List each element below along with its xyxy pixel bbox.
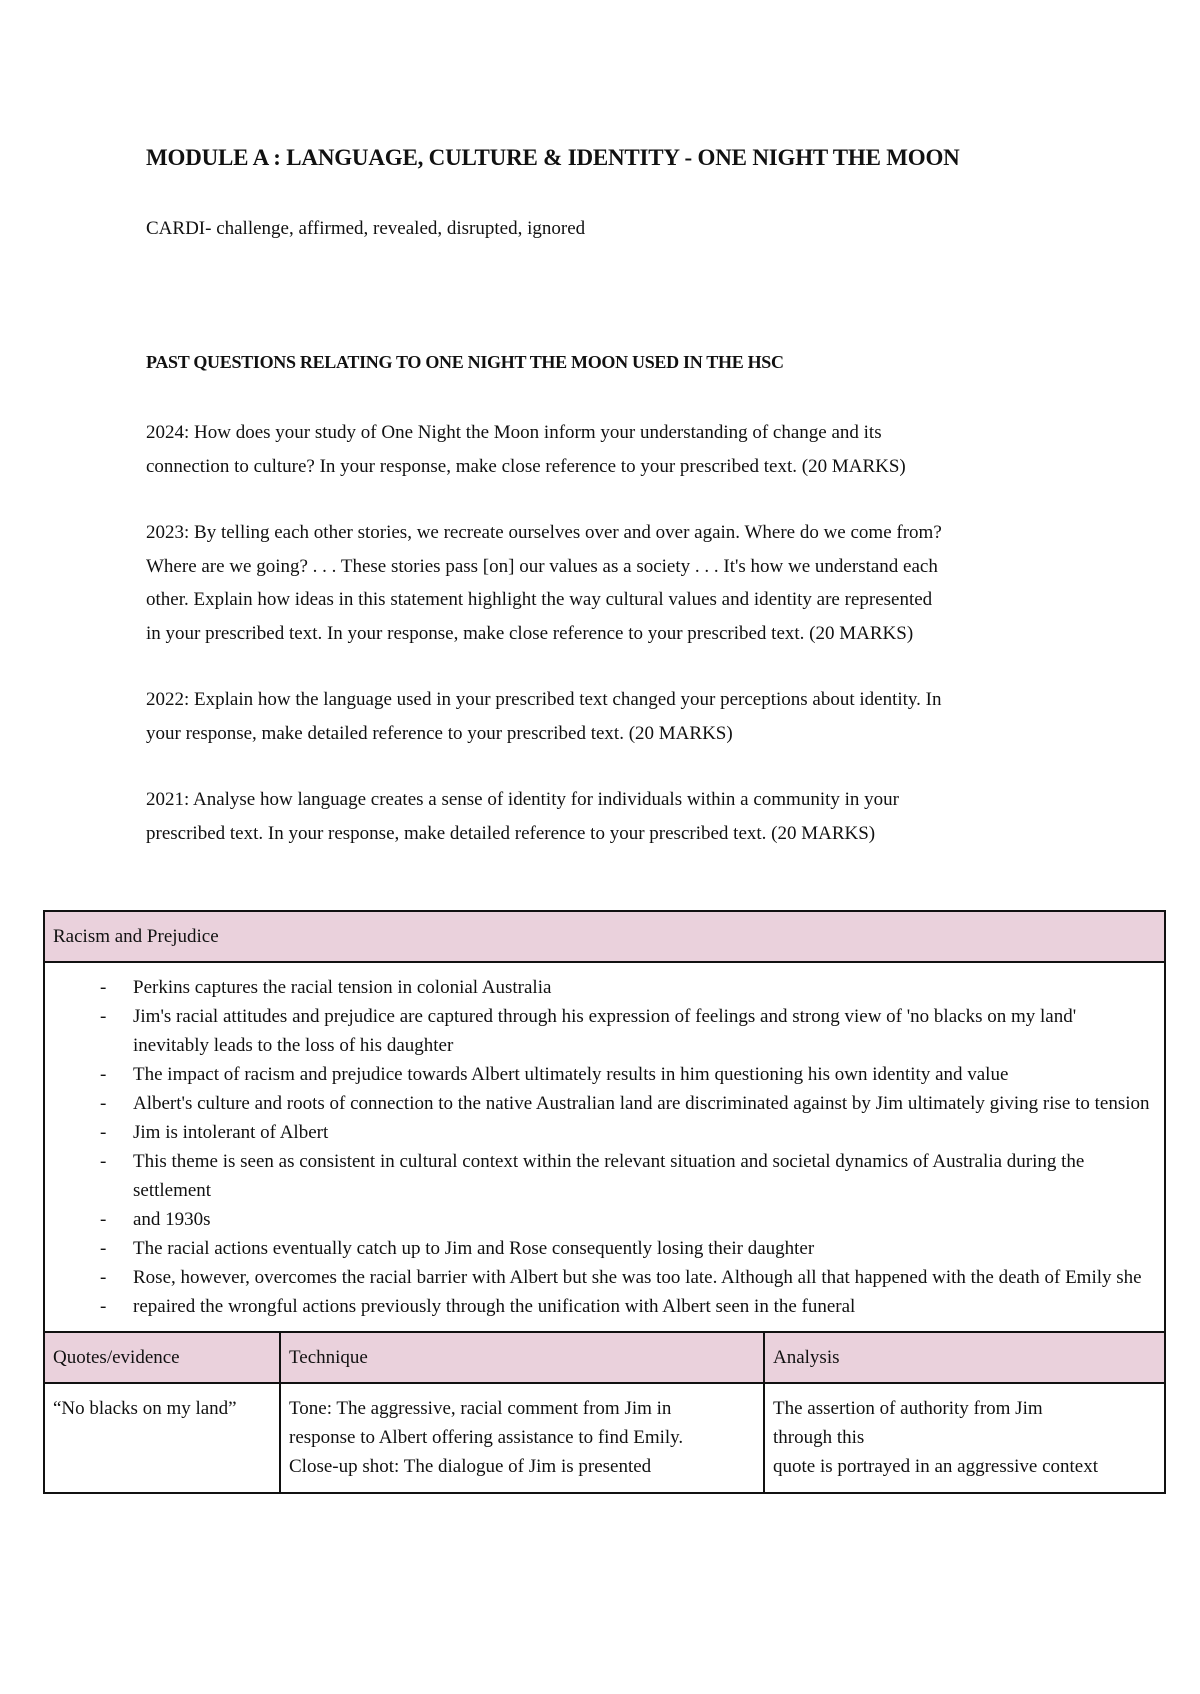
list-item: - Perkins captures the racial tension in colonial Australia xyxy=(53,973,1156,1002)
column-header-analysis: Analysis xyxy=(764,1332,1165,1383)
question-line: Where are we going? . . . These stories pass [on] our values as a society . . . It's how we understand each xyxy=(146,555,938,577)
theme-notes-table xyxy=(43,910,1166,1494)
question-line: prescribed text. In your response, make detailed reference to your prescribed text. (20 MARKS) xyxy=(146,822,876,844)
question-line: connection to culture? In your response, make close reference to your prescribed text. (20 MARKS) xyxy=(146,455,906,477)
theme-bullets-cell xyxy=(44,962,1165,1332)
question-line: 2021: Analyse how language creates a sense of identity for individuals within a community in your xyxy=(146,789,899,810)
past-questions-heading: PAST QUESTIONS RELATING TO ONE NIGHT THE MOON USED IN THE HSC xyxy=(146,352,784,372)
analysis-line: quote is portrayed in an aggressive context xyxy=(773,1456,1099,1477)
theme-bullets-row xyxy=(44,962,1165,1332)
question-line: 2024: How does your study of One Night the Moon inform your understanding of change and its xyxy=(146,422,882,443)
question-line: in your prescribed text. In your response, make close reference to your prescribed text. (20 MARKS) xyxy=(146,622,914,644)
analysis-line: The assertion of authority from Jim xyxy=(773,1398,1043,1419)
cardi-definition: CARDI- challenge, affirmed, revealed, disrupted, ignored xyxy=(146,218,586,239)
table-row xyxy=(44,1383,1165,1493)
question-line: other. Explain how ideas in this statement highlight the way cultural values and identity are represented xyxy=(146,589,933,610)
list-item: - Jim's racial attitudes and prejudice are captured through his expression of feelings and strong view of 'no blacks on my land' inevitably leads to the loss of his daughter xyxy=(53,1002,1156,1060)
question-2022 xyxy=(146,683,1076,750)
question-2024 xyxy=(146,416,1076,483)
list-item: - The racial actions eventually catch up to Jim and Rose consequently losing their daughter xyxy=(53,1234,1156,1263)
question-line: 2022: Explain how the language used in your prescribed text changed your perceptions about identity. In xyxy=(146,689,942,710)
list-item: - The impact of racism and prejudice towards Albert ultimately results in him questioning his own identity and value xyxy=(53,1060,1156,1089)
question-2021 xyxy=(146,783,1076,850)
technique-line: Tone: The aggressive, racial comment from Jim in xyxy=(289,1398,672,1419)
list-item: - Rose, however, overcomes the racial barrier with Albert but she was too late. Although all that happened with the death of Emily she xyxy=(53,1263,1156,1292)
column-header-quotes: Quotes/evidence xyxy=(44,1332,280,1383)
theme-bullet-list xyxy=(53,973,1156,1321)
list-item: - and 1930s xyxy=(53,1205,1156,1234)
theme-heading: Racism and Prejudice xyxy=(44,911,1165,962)
question-line: 2023: By telling each other stories, we recreate ourselves over and over again. Where do we come from? xyxy=(146,522,942,543)
list-item: - repaired the wrongful actions previously through the unification with Albert seen in the funeral xyxy=(53,1292,1156,1321)
list-item: - Jim is intolerant of Albert xyxy=(53,1118,1156,1147)
question-2023 xyxy=(146,516,1076,650)
page-title: MODULE A : LANGUAGE, CULTURE & IDENTITY - ONE NIGHT THE MOON xyxy=(146,145,960,170)
list-item: - Albert's culture and roots of connection to the native Australian land are discriminated against by Jim ultimately giving rise to tension xyxy=(53,1089,1156,1118)
quote-cell: “No blacks on my land” xyxy=(44,1383,280,1493)
column-header-row xyxy=(44,1332,1165,1383)
analysis-cell xyxy=(764,1383,1165,1493)
theme-heading-row xyxy=(44,911,1165,962)
column-header-technique: Technique xyxy=(280,1332,764,1383)
technique-cell xyxy=(280,1383,764,1493)
list-item: - This theme is seen as consistent in cultural context within the relevant situation and societal dynamics of Australia during the settlement xyxy=(53,1147,1156,1205)
analysis-line: through this xyxy=(773,1427,865,1448)
question-line: your response, make detailed reference to your prescribed text. (20 MARKS) xyxy=(146,722,733,744)
technique-line: Close-up shot: The dialogue of Jim is presented xyxy=(289,1456,652,1477)
technique-line: response to Albert offering assistance to find Emily. xyxy=(289,1427,684,1448)
